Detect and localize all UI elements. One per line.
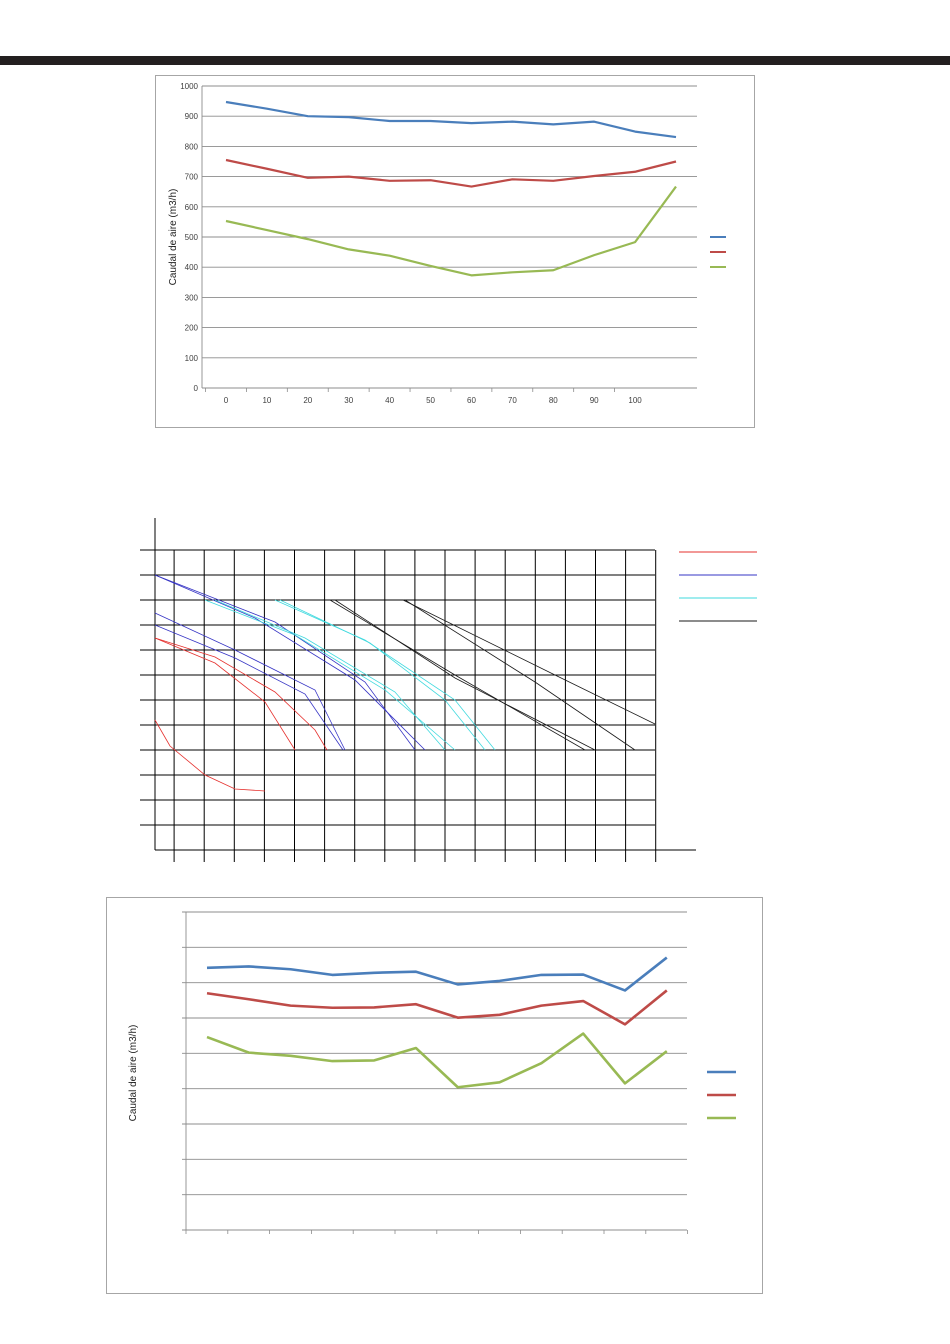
x-tick-label: 40	[385, 396, 395, 405]
y-tick-label: 1000	[180, 82, 198, 91]
curve-3	[155, 638, 327, 750]
y-tick-label: 200	[184, 323, 198, 333]
header-bar	[0, 56, 950, 65]
y-tick-label: 800	[184, 142, 198, 152]
x-tick-label: 80	[548, 396, 558, 405]
x-tick-label: 60	[467, 396, 476, 405]
x-tick-label: 100	[628, 396, 642, 405]
chart3	[106, 897, 763, 1294]
x-tick-label: 50	[426, 396, 435, 405]
curve-7	[155, 575, 415, 750]
curve-5	[155, 613, 345, 750]
y-tick-label: 0	[193, 384, 198, 393]
curve-2	[155, 638, 295, 750]
x-tick-label: 10	[262, 396, 272, 405]
x-tick-label: 20	[303, 396, 313, 405]
curve-14	[403, 600, 655, 724]
x-tick-label: 70	[507, 396, 517, 405]
series-line-2	[226, 160, 676, 187]
x-tick-label: 30	[344, 396, 354, 405]
y-axis-label: Caudal de aire (m3/h)	[168, 188, 179, 286]
chart1	[155, 75, 755, 428]
series-line-1	[207, 958, 667, 991]
y-axis-label: Caudal de aire (m3/h)	[128, 1024, 139, 1122]
series-line-1	[226, 102, 676, 137]
y-tick-label: 600	[184, 202, 198, 212]
chart2	[140, 510, 780, 870]
series-line-3	[207, 1034, 667, 1088]
series-line-2	[207, 990, 667, 1024]
y-tick-label: 100	[184, 353, 198, 363]
y-tick-label: 900	[184, 112, 198, 122]
x-tick-label: 90	[589, 396, 599, 405]
y-tick-label: 400	[184, 263, 198, 273]
curve-1	[155, 720, 265, 791]
series-line-3	[226, 187, 676, 276]
x-tick-label: 0	[223, 396, 229, 405]
y-tick-label: 500	[184, 233, 198, 242]
y-tick-label: 300	[184, 293, 198, 303]
y-tick-label: 700	[184, 172, 198, 182]
